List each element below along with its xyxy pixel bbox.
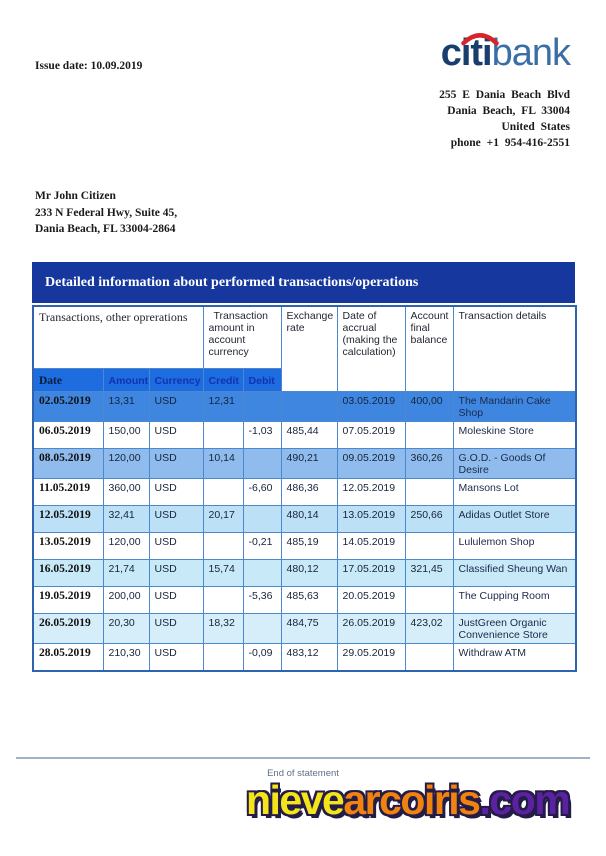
cell-date: 06.05.2019	[33, 422, 103, 449]
cell-balance: 321,45	[405, 560, 453, 587]
watermark-nievearcoiris	[246, 778, 569, 823]
cell-credit	[203, 422, 243, 449]
cell-currency: USD	[149, 422, 203, 449]
cell-debit: -6,60	[243, 479, 281, 506]
cell-credit	[203, 533, 243, 560]
table-row	[33, 506, 576, 533]
cell-balance: 400,00	[405, 392, 453, 422]
cell-debit: -0,09	[243, 644, 281, 672]
cell-debit	[243, 506, 281, 533]
cell-rate: 485,63	[281, 587, 337, 614]
citi-red-arc-icon	[461, 31, 499, 46]
cell-details: The Cupping Room	[453, 587, 576, 614]
bank-address-line: United States	[501, 121, 570, 133]
cell-accrual: 09.05.2019	[337, 449, 405, 479]
header-transaction-amount: Transaction amount in account currency	[203, 306, 281, 369]
cell-date: 08.05.2019	[33, 449, 103, 479]
cell-details: G.O.D. - Goods Of Desire	[453, 449, 576, 479]
cell-accrual: 29.05.2019	[337, 644, 405, 672]
cell-currency: USD	[149, 533, 203, 560]
cell-accrual: 20.05.2019	[337, 587, 405, 614]
cell-amount: 210,30	[103, 644, 149, 672]
cell-currency: USD	[149, 644, 203, 672]
table-row	[33, 587, 576, 614]
transactions-table	[32, 305, 577, 672]
watermark-part-1: nieve	[246, 777, 344, 823]
recipient-address	[35, 188, 177, 238]
cell-balance	[405, 587, 453, 614]
footer-divider	[16, 757, 590, 759]
table-row	[33, 560, 576, 587]
table-row	[33, 644, 576, 672]
logo-citi-text	[441, 34, 492, 72]
cell-credit: 20,17	[203, 506, 243, 533]
statement-banner-title: Detailed information about performed transactions/operations	[45, 275, 419, 290]
cell-currency: USD	[149, 587, 203, 614]
table-header-row	[33, 306, 576, 369]
cell-currency: USD	[149, 449, 203, 479]
cell-debit: -1,03	[243, 422, 281, 449]
cell-amount: 360,00	[103, 479, 149, 506]
logo-bank-label: bank	[491, 32, 570, 74]
cell-details: The Mandarin Cake Shop	[453, 392, 576, 422]
bank-address	[439, 87, 570, 151]
cell-amount: 120,00	[103, 533, 149, 560]
cell-credit: 18,32	[203, 614, 243, 644]
table-row	[33, 614, 576, 644]
recipient-street: 233 N Federal Hwy, Suite 45,	[35, 206, 178, 219]
cell-accrual: 03.05.2019	[337, 392, 405, 422]
cell-details: Lululemon Shop	[453, 533, 576, 560]
cell-debit	[243, 392, 281, 422]
cell-currency: USD	[149, 479, 203, 506]
cell-rate: 485,19	[281, 533, 337, 560]
header-date-accrual: Date of accrual (making the calculation)	[337, 306, 405, 392]
cell-balance: 423,02	[405, 614, 453, 644]
cell-date: 16.05.2019	[33, 560, 103, 587]
cell-debit: -0,21	[243, 533, 281, 560]
cell-details: Withdraw ATM	[453, 644, 576, 672]
cell-date: 19.05.2019	[33, 587, 103, 614]
cell-credit: 12,31	[203, 392, 243, 422]
cell-date: 11.05.2019	[33, 479, 103, 506]
cell-amount: 120,00	[103, 449, 149, 479]
cell-balance	[405, 533, 453, 560]
table-row	[33, 449, 576, 479]
cell-rate	[281, 392, 337, 422]
cell-rate: 485,44	[281, 422, 337, 449]
cell-rate: 480,12	[281, 560, 337, 587]
cell-credit: 10,14	[203, 449, 243, 479]
bank-address-line: 255 E Dania Beach Blvd	[439, 89, 570, 101]
cell-credit	[203, 587, 243, 614]
cell-debit	[243, 560, 281, 587]
cell-accrual: 14.05.2019	[337, 533, 405, 560]
subheader-debit: Debit	[243, 369, 281, 392]
recipient-city: Dania Beach, FL 33004-2864	[35, 223, 176, 235]
table-row	[33, 422, 576, 449]
cell-debit: -5,36	[243, 587, 281, 614]
cell-accrual: 17.05.2019	[337, 560, 405, 587]
recipient-name: Mr John Citizen	[35, 190, 116, 202]
cell-credit	[203, 479, 243, 506]
cell-date: 12.05.2019	[33, 506, 103, 533]
cell-details: Mansons Lot	[453, 479, 576, 506]
citibank-logo	[441, 34, 570, 72]
cell-details: Adidas Outlet Store	[453, 506, 576, 533]
subheader-date: Date	[33, 369, 103, 392]
cell-details: Moleskine Store	[453, 422, 576, 449]
header-exchange-rate: Exchange rate	[281, 306, 337, 392]
cell-balance: 250,66	[405, 506, 453, 533]
table-body	[33, 392, 576, 672]
statement-banner	[32, 262, 575, 303]
cell-balance	[405, 479, 453, 506]
cell-currency: USD	[149, 506, 203, 533]
cell-date: 26.05.2019	[33, 614, 103, 644]
cell-date: 28.05.2019	[33, 644, 103, 672]
cell-amount: 200,00	[103, 587, 149, 614]
cell-debit	[243, 449, 281, 479]
cell-debit	[243, 614, 281, 644]
watermark-part-2: arcoiris	[343, 777, 480, 823]
cell-balance	[405, 644, 453, 672]
watermark-part-3: .com	[479, 777, 570, 823]
cell-credit: 15,74	[203, 560, 243, 587]
cell-balance	[405, 422, 453, 449]
subheader-credit: Credit	[203, 369, 243, 392]
header-transactions-other: Transactions, other oprerations	[33, 306, 203, 369]
cell-rate: 486,36	[281, 479, 337, 506]
logo-citi-label: citi	[440, 32, 492, 74]
cell-date: 02.05.2019	[33, 392, 103, 422]
cell-amount: 13,31	[103, 392, 149, 422]
table-row	[33, 479, 576, 506]
cell-rate: 480,14	[281, 506, 337, 533]
cell-amount: 32,41	[103, 506, 149, 533]
cell-rate: 490,21	[281, 449, 337, 479]
cell-credit	[203, 644, 243, 672]
cell-amount: 21,74	[103, 560, 149, 587]
issue-date: Issue date: 10.09.2019	[35, 60, 143, 72]
cell-accrual: 26.05.2019	[337, 614, 405, 644]
table-row	[33, 533, 576, 560]
cell-details: JustGreen Organic Convenience Store	[453, 614, 576, 644]
cell-accrual: 13.05.2019	[337, 506, 405, 533]
cell-currency: USD	[149, 392, 203, 422]
cell-date: 13.05.2019	[33, 533, 103, 560]
subheader-currency: Currency	[149, 369, 203, 392]
bank-address-line: Dania Beach, FL 33004	[447, 105, 570, 117]
cell-currency: USD	[149, 560, 203, 587]
bank-address-line: phone +1 954-416-2551	[450, 137, 570, 149]
cell-rate: 484,75	[281, 614, 337, 644]
table-row	[33, 392, 576, 422]
cell-rate: 483,12	[281, 644, 337, 672]
cell-balance: 360,26	[405, 449, 453, 479]
end-of-statement-text: End of statement	[267, 768, 339, 779]
cell-details: Classified Sheung Wan	[453, 560, 576, 587]
header-transaction-details: Transaction details	[453, 306, 576, 392]
cell-accrual: 12.05.2019	[337, 479, 405, 506]
subheader-amount: Amount	[103, 369, 149, 392]
cell-accrual: 07.05.2019	[337, 422, 405, 449]
cell-amount: 150,00	[103, 422, 149, 449]
cell-amount: 20,30	[103, 614, 149, 644]
cell-currency: USD	[149, 614, 203, 644]
header-account-balance: Account final balance	[405, 306, 453, 392]
